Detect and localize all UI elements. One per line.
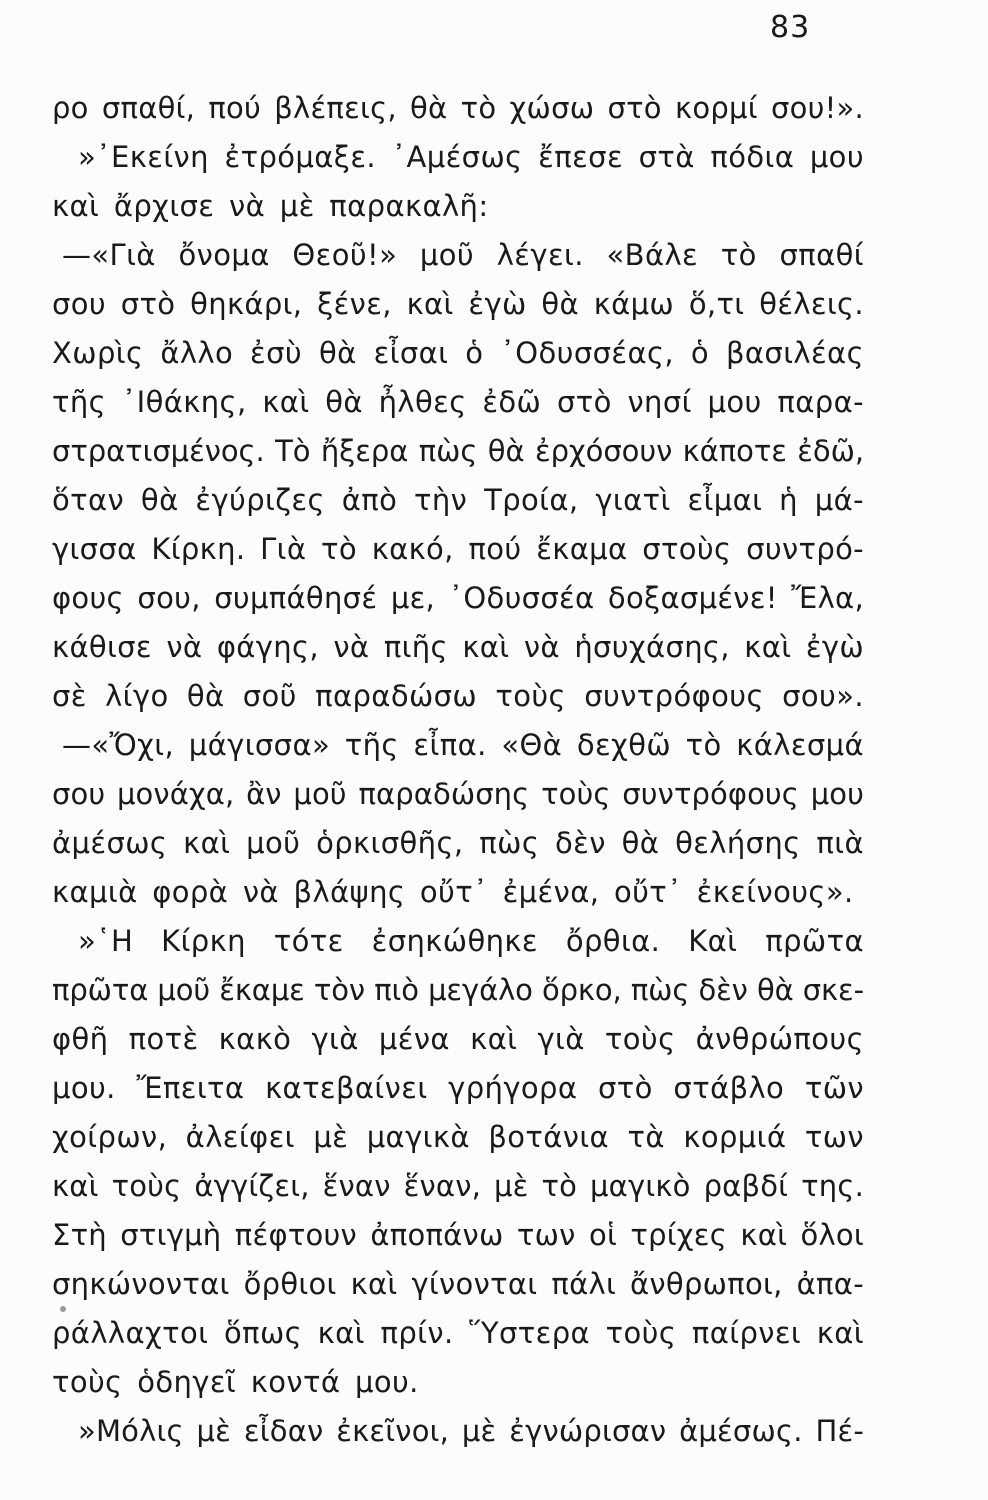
text-line: —«Ὄχι, μάγισσα» τῆς εἶπα. «Θὰ δεχθῶ τὸ κάλεσμά <box>62 728 865 762</box>
text-line: καμιὰ φορὰ νὰ βλάψης οὔτ᾽ ἐμένα, οὔτ᾽ ἐκείνους». <box>52 875 854 909</box>
text-line: »Μόλις μὲ εἶδαν ἐκεῖνοι, μὲ ἐγνώρισαν ἀμέσως. Πέ- <box>78 1414 864 1448</box>
text-line: »᾽Εκείνη ἐτρόμαξε. ᾽Αμέσως ἔπεσε στὰ πόδια μου <box>78 140 864 174</box>
text-line: φθῆ ποτὲ κακὸ γιὰ μένα καὶ γιὰ τοὺς ἀνθρώπους <box>52 1022 864 1056</box>
text-line: τοὺς ὁδηγεῖ κοντά μου. <box>52 1365 419 1399</box>
text-line: πρῶτα μοῦ ἔκαμε τὸν πιὸ μεγάλο ὅρκο, πὼς δὲν θὰ σκε- <box>52 973 864 1007</box>
text-line: ὅταν θὰ ἐγύριζες ἀπὸ τὴν Τροία, γιατὶ εἶμαι ἡ μά- <box>52 483 864 517</box>
text-line: Χωρὶς ἄλλο ἐσὺ θὰ εἶσαι ὁ ᾽Οδυσσέας, ὁ βασιλέας <box>52 336 864 370</box>
text-line: ἀμέσως καὶ μοῦ ὁρκισθῆς, πὼς δὲν θὰ θελήσης πιὰ <box>52 826 864 860</box>
text-line: κάθισε νὰ φάγης, νὰ πιῆς καὶ νὰ ἡσυχάσης, καὶ ἐγὼ <box>52 630 864 664</box>
text-line: καὶ τοὺς ἀγγίζει, ἕναν ἕναν, μὲ τὸ μαγικὸ ραβδί της. <box>52 1169 864 1203</box>
text-line: φους σου, συμπάθησέ με, ᾽Οδυσσέα δοξασμένε! Ἔλα, <box>52 581 864 615</box>
text-line: —«Γιὰ ὄνομα Θεοῦ!» μοῦ λέγει. «Βάλε τὸ σπαθί <box>62 238 864 272</box>
text-line: χοίρων, ἀλείφει μὲ μαγικὰ βοτάνια τὰ κορμιά των <box>52 1120 864 1154</box>
text-line: σὲ λίγο θὰ σοῦ παραδώσω τοὺς συντρόφους σου». <box>52 679 864 713</box>
print-speck <box>60 1306 66 1312</box>
text-line: σου μονάχα, ἂν μοῦ παραδώσης τοὺς συντρόφους μου <box>52 777 864 811</box>
text-line: γισσα Κίρκη. Γιὰ τὸ κακό, πού ἔκαμα στοὺς συντρό- <box>52 532 864 566</box>
page-number: 83 <box>770 10 811 45</box>
text-line: σηκώνονται ὄρθιοι καὶ γίνονται πάλι ἄνθρωποι, ἀπα- <box>52 1267 864 1301</box>
text-line: ράλλαχτοι ὅπως καὶ πρίν. Ὕστερα τοὺς παίρνει καὶ <box>52 1316 864 1350</box>
body-text <box>52 84 864 1456</box>
text-line: τῆς ᾽Ιθάκης, καὶ θὰ ἦλθες ἐδῶ στὸ νησί μου παρα- <box>52 385 864 419</box>
text-line: Στὴ στιγμὴ πέφτουν ἀποπάνω των οἱ τρίχες καὶ ὅλοι <box>52 1218 864 1252</box>
text-line: ρο σπαθί, πού βλέπεις, θὰ τὸ χώσω στὸ κορμί σου!». <box>52 91 864 125</box>
text-line: »῾Η Κίρκη τότε ἐσηκώθηκε ὄρθια. Καὶ πρῶτα <box>78 924 864 958</box>
text-line: μου. Ἔπειτα κατεβαίνει γρήγορα στὸ στάβλο τῶν <box>52 1071 864 1105</box>
text-line: καὶ ἄρχισε νὰ μὲ παρακαλῆ: <box>52 189 489 223</box>
text-line: στρατισμένος. Τὸ ἤξερα πὼς θὰ ἐρχόσουν κάποτε ἐδῶ, <box>52 434 864 468</box>
text-line: σου στὸ θηκάρι, ξένε, καὶ ἐγὼ θὰ κάμω ὅ,τι θέλεις. <box>52 287 864 321</box>
